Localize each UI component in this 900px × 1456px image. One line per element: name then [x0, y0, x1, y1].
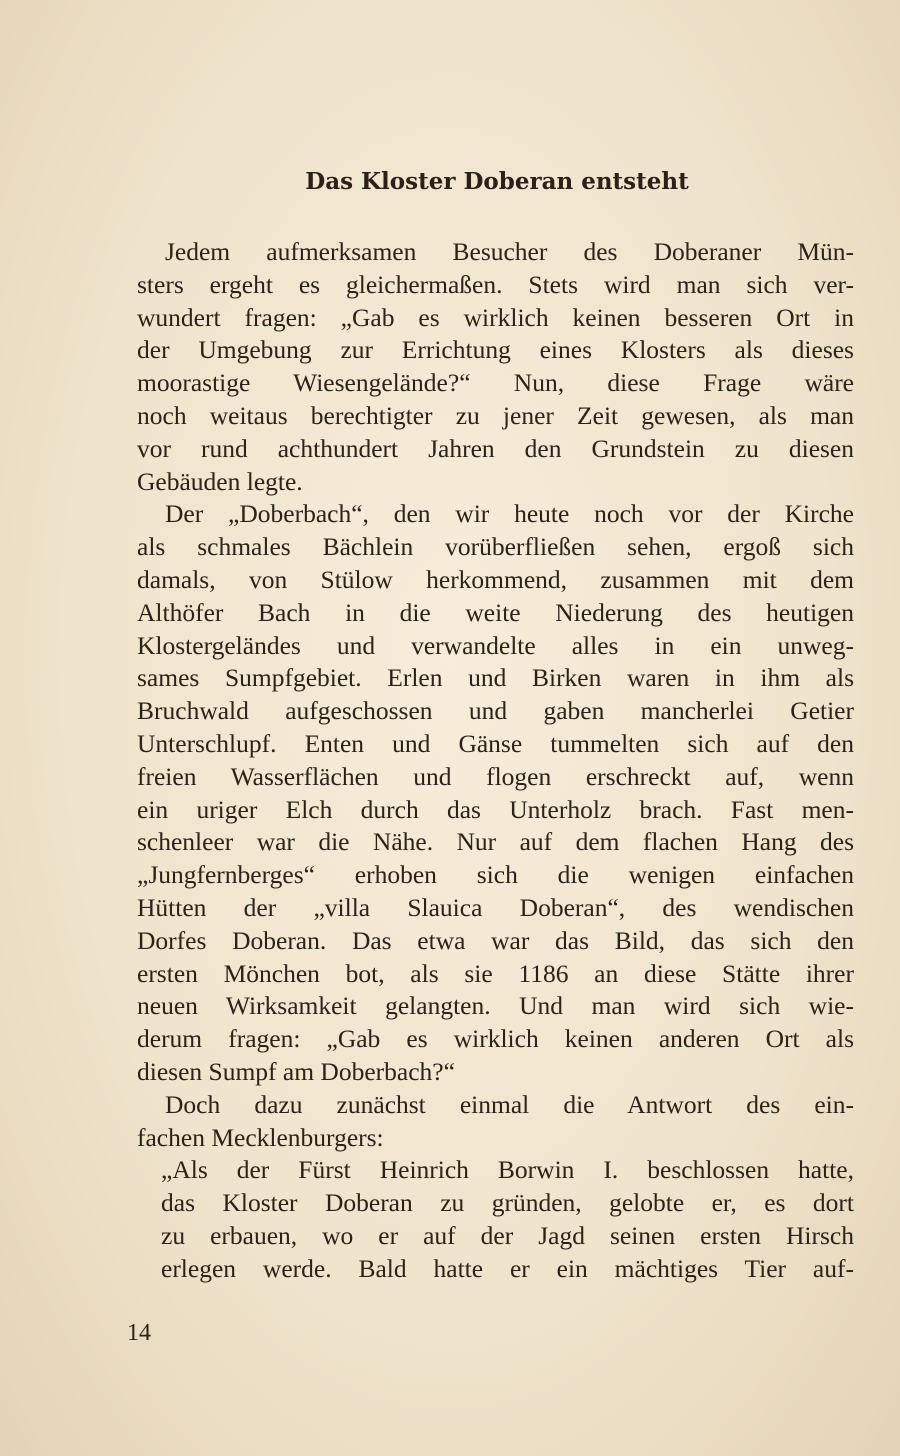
text-line-32: erlegen werde. Bald hatte er ein mächtiges Tier auf- — [161, 1253, 854, 1283]
text-line-18: ein uriger Elch durch das Unterholz brach. Fast men- — [137, 794, 854, 824]
text-line-1: Jedem aufmerksamen Besucher des Doberaner Mün- — [165, 237, 854, 266]
text-line-9: Der „Doberbach“, den wir heute noch vor der Kirche — [165, 499, 854, 529]
text-line-3: wundert fragen: „Gab es wirklich keinen besseren Ort in — [137, 302, 854, 332]
chapter-title: Das Kloster Doberan entsteht — [305, 168, 689, 195]
text-line-31: zu erbauen, wo er auf der Jagd seinen ersten Hirsch — [161, 1220, 854, 1250]
text-line-17: freien Wasserflächen und flogen erschreckt auf, wenn — [137, 761, 854, 791]
text-line-22: Dorfes Doberan. Das etwa war das Bild, das sich den — [137, 925, 854, 955]
text-line-21: Hütten der „villa Slauica Doberan“, des wendischen — [137, 892, 854, 922]
text-line-13: Klostergeländes und verwandelte alles in ein unweg- — [137, 630, 854, 660]
text-line-25: derum fragen: „Gab es wirklich keinen anderen Ort als — [137, 1024, 854, 1054]
text-line-12: Althöfer Bach in die weite Niederung des heutigen — [137, 597, 854, 627]
text-line-16: Unterschlupf. Enten und Gänse tummelten sich auf den — [137, 728, 854, 758]
text-line-2: sters ergeht es gleichermaßen. Stets wird man sich ver- — [137, 269, 854, 299]
text-line-8: Gebäuden legte. — [137, 466, 303, 496]
text-line-26: diesen Sumpf am Doberbach?“ — [137, 1056, 455, 1086]
text-line-20: „Jungfernberges“ erhoben sich die wenigen einfachen — [137, 860, 854, 890]
page-number: 14 — [127, 1320, 151, 1346]
text-line-14: sames Sumpfgebiet. Erlen und Birken waren in ihm als — [137, 663, 854, 693]
text-line-6: noch weitaus berechtigter zu jener Zeit gewesen, als man — [137, 400, 854, 430]
text-line-29: „Als der Fürst Heinrich Borwin I. beschlossen hatte, — [161, 1155, 854, 1185]
text-line-4: der Umgebung zur Errichtung eines Klosters als dieses — [137, 335, 854, 365]
text-line-19: schenleer war die Nähe. Nur auf dem flachen Hang des — [137, 827, 854, 857]
text-line-11: damals, von Stülow herkommend, zusammen mit dem — [137, 564, 854, 594]
text-line-23: ersten Mönchen bot, als sie 1186 an diese Stätte ihrer — [137, 958, 854, 988]
text-line-28: fachen Mecklenburgers: — [137, 1122, 384, 1152]
text-line-30: das Kloster Doberan zu gründen, gelobte er, es dort — [161, 1188, 854, 1218]
text-line-5: moorastige Wiesengelände?“ Nun, diese Frage wäre — [137, 368, 854, 398]
body-text — [137, 236, 854, 1286]
text-line-27: Doch dazu zunächst einmal die Antwort des ein- — [165, 1089, 854, 1119]
text-line-15: Bruchwald aufgeschossen und gaben mancherlei Getier — [137, 696, 854, 726]
text-line-7: vor rund achthundert Jahren den Grundstein zu diesen — [137, 433, 854, 463]
text-line-24: neuen Wirksamkeit gelangten. Und man wird sich wie- — [137, 991, 854, 1021]
text-line-10: als schmales Bächlein vorüberfließen sehen, ergoß sich — [137, 532, 854, 562]
